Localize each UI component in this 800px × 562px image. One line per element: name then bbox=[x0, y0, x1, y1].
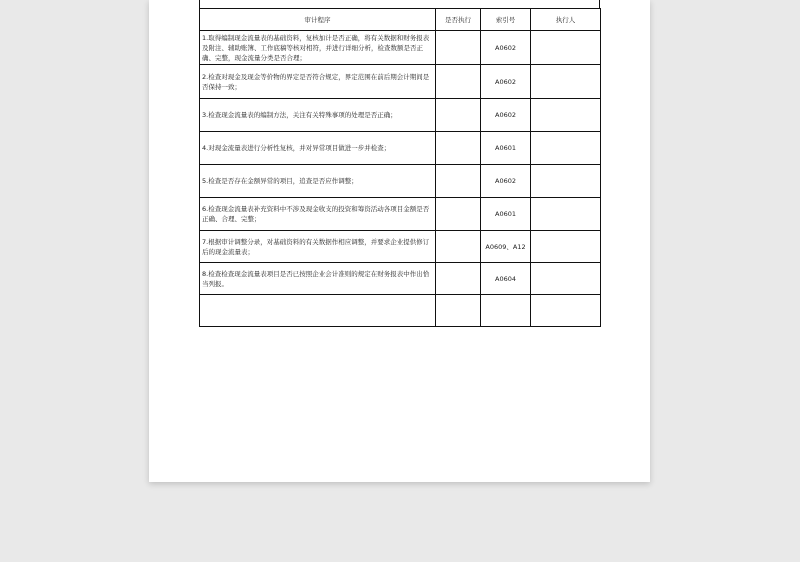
executed-cell bbox=[436, 295, 481, 327]
document-page bbox=[149, 0, 650, 482]
executed-cell bbox=[436, 263, 481, 295]
executor-cell bbox=[531, 165, 601, 198]
header-ref: 索引号 bbox=[481, 9, 531, 31]
ref-cell: A0604 bbox=[481, 263, 531, 295]
executor-cell bbox=[531, 198, 601, 231]
executed-cell bbox=[436, 99, 481, 132]
executor-cell bbox=[531, 31, 601, 65]
table-row bbox=[200, 295, 601, 327]
executed-cell bbox=[436, 231, 481, 263]
ref-cell: A0601 bbox=[481, 132, 531, 165]
table-top-continuation bbox=[199, 0, 600, 8]
executor-cell bbox=[531, 231, 601, 263]
ref-cell: A0609、A12 bbox=[481, 231, 531, 263]
procedure-cell: 8.检查检查现金流量表项目是否已按照企业会计准则的规定在财务报表中作出恰当列报。 bbox=[200, 263, 436, 295]
ref-cell: A0601 bbox=[481, 198, 531, 231]
ref-cell: A0602 bbox=[481, 165, 531, 198]
executor-cell bbox=[531, 99, 601, 132]
ref-cell: A0602 bbox=[481, 99, 531, 132]
procedure-cell: 3.检查现金流量表的编制方法，关注有关特殊事项的处理是否正确； bbox=[200, 99, 436, 132]
executor-cell bbox=[531, 295, 601, 327]
procedure-cell: 5.检查是否存在金额异常的项目，追查是否应作调整； bbox=[200, 165, 436, 198]
procedure-cell: 7.根据审计调整分录，对基础资料的有关数据作相应调整，并要求企业提供修订后的现金流量表； bbox=[200, 231, 436, 263]
header-executor: 执行人 bbox=[531, 9, 601, 31]
ref-cell bbox=[481, 295, 531, 327]
table-row bbox=[200, 263, 601, 295]
procedure-cell: 2.检查对现金及现金等价物的界定是否符合规定，界定范围在前后期会计期间是否保持一致； bbox=[200, 65, 436, 99]
table-row bbox=[200, 99, 601, 132]
procedure-cell: 4.对现金流量表进行分析性复核，并对异常项目做进一步并检查； bbox=[200, 132, 436, 165]
executor-cell bbox=[531, 132, 601, 165]
table-row bbox=[200, 231, 601, 263]
table-row bbox=[200, 198, 601, 231]
table-row bbox=[200, 65, 601, 99]
ref-cell: A0602 bbox=[481, 31, 531, 65]
ref-cell: A0602 bbox=[481, 65, 531, 99]
procedure-cell: 6.检查现金流量表补充资料中不涉及现金收支的投资和筹资活动各项目金额是否正确、合理、完整； bbox=[200, 198, 436, 231]
executed-cell bbox=[436, 198, 481, 231]
executed-cell bbox=[436, 132, 481, 165]
procedure-cell: 1.取得编制现金流量表的基础资料，复核加计是否正确，将有关数据和财务报表及附注、辅助账簿、工作底稿等核对相符，并进行详细分析，检查数额是否正确、完整，现金流量分类是否合理； bbox=[200, 31, 436, 65]
executor-cell bbox=[531, 65, 601, 99]
header-executed: 是否执行 bbox=[436, 9, 481, 31]
table-row bbox=[200, 132, 601, 165]
header-procedure: 审计程序 bbox=[200, 9, 436, 31]
executed-cell bbox=[436, 31, 481, 65]
procedure-cell bbox=[200, 295, 436, 327]
audit-procedure-table bbox=[199, 8, 601, 327]
table-header-row bbox=[200, 9, 601, 31]
table-row bbox=[200, 31, 601, 65]
executed-cell bbox=[436, 165, 481, 198]
table-row bbox=[200, 165, 601, 198]
executor-cell bbox=[531, 263, 601, 295]
executed-cell bbox=[436, 65, 481, 99]
